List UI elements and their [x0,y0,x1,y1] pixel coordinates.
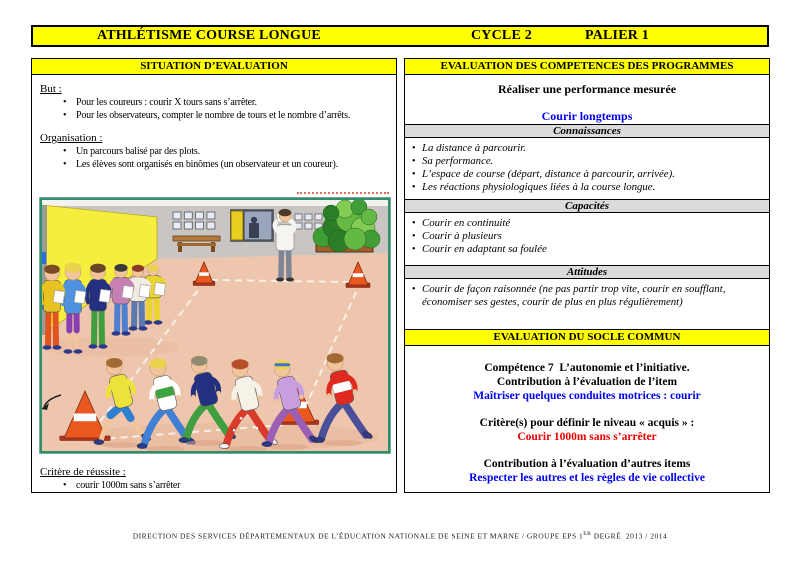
bench [173,236,220,241]
person-hair [149,358,166,368]
critere-label: Critère de réussite : [40,466,126,478]
runner-hand [131,393,135,397]
wall-frame [184,222,192,229]
runner-hand [191,395,195,399]
observer-shoe [139,326,148,330]
but-list [40,96,392,122]
observer-leg [125,302,126,332]
runner-hand [150,399,154,403]
performance-line: Réaliser une performance mesurée [497,82,677,96]
observer-shoe [74,349,83,353]
runner-hand [274,399,278,403]
bullet-dot: • [412,231,416,242]
bullet-text: Les élèves sont organisés en binômes (un observateur et un coureur). [76,159,338,170]
bullet-item [405,217,763,230]
bullet-text: courir 1000m sans s’arrêter [76,480,181,491]
bullet-dot: • [412,218,416,229]
socle-spacer [405,444,769,457]
observer-shoe [129,326,138,330]
illustration-box [39,197,391,454]
socle-line: Maîtriser quelques conduites motrices : courir [473,390,701,402]
critere-block [40,465,390,492]
polka-dot [233,429,236,432]
observer-leg [134,299,135,327]
footer-credit [0,531,800,541]
observer-shoe [89,344,98,348]
person-hair [132,265,144,272]
wall-frame [196,212,204,219]
competences-header: EVALUATION DES COMPETENCES DES PROGRAMMES [405,59,769,75]
observer-leg [56,309,57,346]
connaissances-list [405,138,769,199]
wall-frame [196,222,204,229]
bullet-text: Pour les observateurs, compter le nombre de tours et le nombre d’arrêts. [76,110,351,121]
socle-line: Contribution à l’évaluation de l’item [496,376,678,388]
bullet-text: La distance à parcourir. [422,142,526,154]
observer-leg [94,308,95,345]
bullet-text: Courir de façon raisonnée (ne pas partir trop vite, courir en soufflant, économiser ses gestes, courir de plus en plus régulièrement) [422,283,726,308]
runner-hand [327,393,331,397]
bush [323,205,339,221]
bullet-item [40,158,392,171]
competences-panel [404,58,770,493]
window-silhouette [249,223,259,238]
organisation-list [40,145,392,171]
runner-shoe [137,444,147,449]
bush [344,228,366,250]
bush [361,209,377,225]
person-hair [65,263,82,273]
wall-frame [315,214,322,220]
teacher-leg [289,248,290,278]
situation-header: SITUATION D’EVALUATION [32,59,396,75]
socle-line: Respecter les autres et les règles de vie collective [469,472,705,484]
observer-leg [48,309,49,346]
bullet-item [405,168,763,181]
but-label: But : [40,83,62,95]
bullet-text: Courir en adaptant sa foulée [422,243,547,255]
runner-hand [176,395,180,399]
runner-shoe [262,442,272,447]
socle-line: Courir 1000m sans s’arrêter [517,431,657,443]
person-hair [90,264,106,273]
socle-content [405,346,769,492]
runner-hand [106,397,110,401]
bullet-dot: • [412,169,416,180]
person-hair [114,264,127,272]
situation-panel [31,58,397,493]
runner-shoe [219,444,229,449]
bullet-item [40,145,392,158]
wall-frame [305,223,312,229]
footer-sup: ER [583,531,592,537]
observer-paper [154,282,166,295]
wall-frame [207,222,215,229]
observer-paper [53,290,65,303]
bullet-item [40,479,390,492]
teacher-leg [281,248,282,278]
section-bar-attitudes: Attitudes [405,265,769,279]
wall-frame [207,212,215,219]
cycle-label: CYCLE 2 [471,28,532,43]
observer-shoe [112,331,121,335]
observer-leg [117,302,118,332]
runner-hand [353,389,357,393]
runner-shadow [102,442,140,448]
runner-shoe [314,438,324,443]
polka-dot [240,417,243,420]
performance-row [405,75,769,124]
runner-shadow [322,440,362,446]
person-hair [106,358,123,368]
yellow-door [231,211,243,240]
organisation-label: Organisation : [40,132,103,144]
bullet-item [405,181,763,194]
person-hair [232,359,249,369]
runner-hand [232,399,236,403]
bullet-text: Un parcours balisé par des plots. [76,146,200,157]
section-bar-connaissances: Connaissances [405,124,769,138]
attitudes-list [405,279,769,329]
bullet-dot: • [412,284,416,295]
observer-shoe [154,320,163,324]
bullet-item [405,243,763,256]
bullet-dot: • [412,156,416,167]
bullet-text: L’espace de course (départ, distance à parcourir, arrivée). [422,168,675,180]
observer-paper [122,286,134,299]
wall-frame [173,222,181,229]
bullet-item [405,142,763,155]
runner-shoe [94,440,104,445]
bullet-text: Courir à plusieurs [422,230,502,242]
image-credit-mark [297,192,389,194]
situation-illustration [39,197,391,454]
bullet-dot: • [412,244,416,255]
observer-paper [139,284,151,297]
person-hair [147,265,158,272]
socle-line: Contribution à l’évaluation d’autres items [483,458,691,470]
polka-dot [256,427,259,430]
observer-paper [74,290,86,303]
bullet-dot: • [63,146,67,157]
observer-shoe [64,349,73,353]
person-hair [327,353,344,363]
observer-leg [149,296,150,321]
socle-spacer [405,403,769,416]
page-title: ATHLÉTISME COURSE LONGUE [97,28,321,43]
person-hair [279,209,292,216]
bullet-text: Courir en continuité [422,217,511,229]
teacher-torso [276,225,294,251]
situation-body [32,75,396,171]
bullet-dot: • [63,480,67,491]
observer-shoe [99,344,108,348]
runner-hand [299,395,303,399]
bullet-dot: • [63,159,67,170]
bullet-dot: • [63,97,67,108]
wall-frame [173,212,181,219]
socle-line: Critère(s) pour définir le niveau « acquis » : [479,417,695,429]
runner-hand [258,395,262,399]
section-bar-capacites: Capacités [405,199,769,213]
person-hair [191,356,208,366]
observer-leg [102,308,103,345]
socle-line: Compétence 7 L’autonomie et l’initiative. [484,362,690,374]
courir-longtemps-line: Courir longtemps [541,109,633,123]
person-hair [44,265,60,274]
observer-shoe [43,345,52,349]
bullet-item [40,109,392,122]
footer-text-2: DEGRÉ 2013 / 2014 [591,531,668,541]
bullet-dot: • [412,143,416,154]
title-bar [31,25,769,47]
bullet-item [405,230,763,243]
headband [274,363,290,366]
observer-leg [157,296,158,321]
teacher-shoe [276,278,284,282]
capacites-list [405,213,769,265]
socle-header: EVALUATION DU SOCLE COMMUN [405,329,769,346]
bullet-dot: • [63,110,67,121]
bench-rail [177,243,216,246]
bullet-text: Les réactions physiologiques liées à la course longue. [422,181,656,193]
critere-list [40,479,390,492]
runner-shadow [270,444,308,450]
bullet-text: Sa performance. [422,155,494,167]
bullet-item [405,283,763,309]
bullet-dot: • [412,182,416,193]
observer-shoe [53,345,62,349]
bullet-item [405,155,763,168]
wall-frame [184,212,192,219]
footer-text: DIRECTION DES SERVICES DÉPARTEMENTAUX DE L’ÉDUCATION NATIONALE DE SEINE ET MARNE / GROUPE EPS 1 [132,531,584,541]
bullet-text: Pour les coureurs : courir X tours sans s’arrêter. [76,97,257,108]
runner-shoe [179,438,189,443]
wall-frame [295,214,302,220]
observer-paper [99,289,111,302]
teacher-shoe [286,278,294,282]
wall-frame [305,214,312,220]
window-silhouette [251,217,257,223]
observer-leg [142,299,143,327]
bullet-item [40,96,392,109]
palier-label: PALIER 1 [585,28,649,43]
observer-shoe [122,331,131,335]
runner-hand [216,391,220,395]
